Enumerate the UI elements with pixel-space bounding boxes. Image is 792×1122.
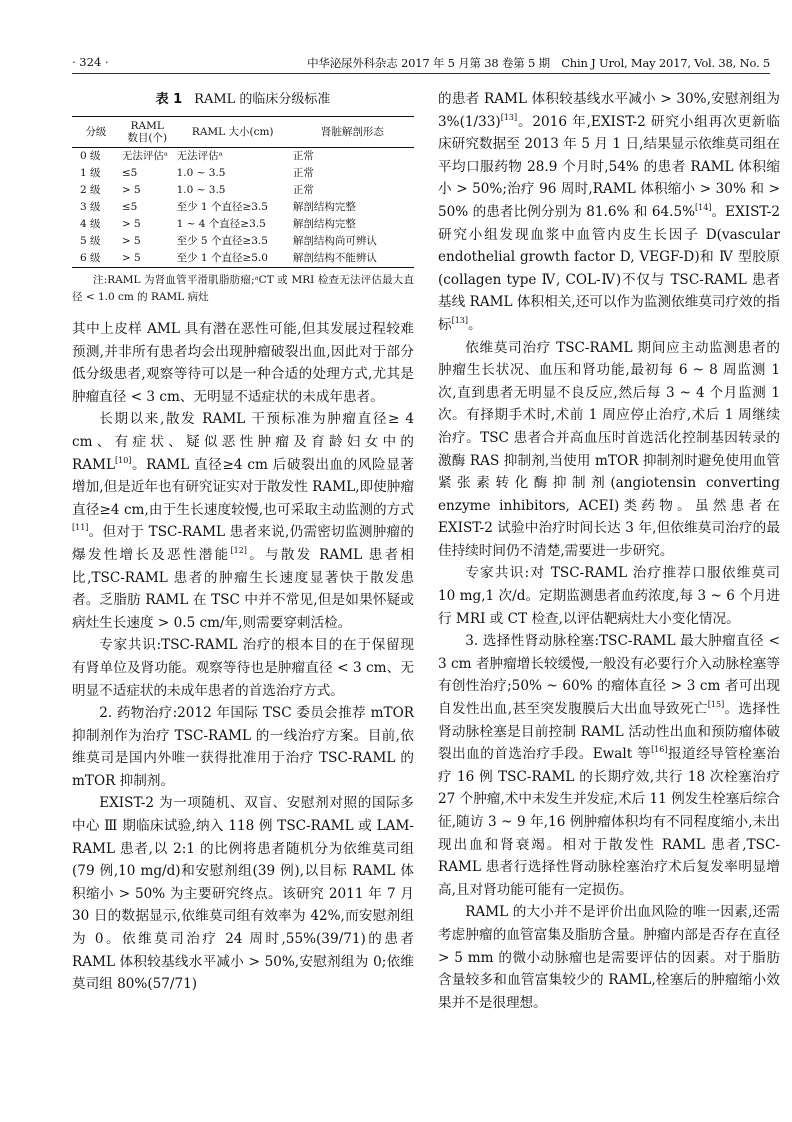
table-cell: 解剖结构尚可辨认 — [292, 235, 377, 247]
citation: [13] — [500, 112, 518, 122]
table-cell: 解剖结构不能辨认 — [292, 252, 377, 264]
table-cell: 至少 5 个直径≥3.5 — [176, 235, 268, 247]
table-cell: 无法评估ᵃ — [121, 150, 168, 162]
table-header-row — [72, 117, 414, 148]
table-caption — [72, 91, 414, 109]
paragraph: 2. 药物治疗:2012 年国际 TSC 委员会推荐 mTOR 抑制剂作为治疗 TSC-RAML 的一线治疗方案。目前,依维莫司是国内外唯一获得批准用于治疗 TSC-RAML 的 mTOR 抑制剂。 — [72, 705, 414, 789]
table-row — [72, 182, 414, 199]
table-cell: 1 ~ 4 个直径≥3.5 — [176, 218, 266, 230]
right-column — [438, 88, 780, 1014]
grading-table — [72, 116, 414, 268]
paragraph: 其中上皮样 AML 具有潜在恶性可能,但其发展过程较难预测,并非所有患者均会出现肿瘤破裂出血,因此对于部分低分级患者,观察等待可以是一种合适的处理方式,尤其是肿瘤直径 < 3 cm、无明显不适症状的未成年患者。 — [72, 321, 414, 405]
running-header — [72, 55, 770, 71]
table-cell: 无法评估ᵃ — [176, 150, 223, 162]
table-cell: 3 级 — [80, 201, 101, 213]
table-cell: ≤5 — [121, 167, 138, 179]
paragraph: RAML 的大小并不是评价出血风险的唯一因素,还需考虑肿瘤的血管富集及脂肪含量。肿瘤内部是否存在直径 > 5 mm 的微小动脉瘤也是需要评估的因素。对于脂肪含量较多和血管富集较少的 RAML,栓塞后的肿瘤缩小效果并不是很理想。 — [438, 904, 780, 1011]
citation: [15] — [707, 700, 725, 710]
table-row — [72, 148, 414, 166]
paragraph: 的患者 RAML 体积较基线水平减小 > 30%,安慰剂组为 3%(1/33)[13]。2016 年,EXIST-2 研究小组再次更新临床研究数据至 2013 年 5 月 1 日,结果显示依维莫司组在平均口服药物 28.9 个月时,54% 的患者 RAML 体积缩小 > 50%;治疗 96 周时,RAML 体积缩小 > 30% 和 > 50% 的患者比例分别为 81.6% 和 64.5%[14]。EXIST-2 研究小组发现血浆中血管内皮生长因子 D(vascular endothelial growth factor D, VEGF-D)和 Ⅳ 型胶原(collagen type Ⅳ, COL-Ⅳ)不仅与 TSC-RAML 患者基线 RAML 体积相关,还可以作为监测依维莫司疗效的指标[13]。 — [438, 91, 780, 333]
table-note: 注:RAML 为肾血管平滑肌脂肪瘤;ᵃCT 或 MRI 检查无法评估最大直径 < 1.0 cm 的 RAML 病灶 — [72, 274, 414, 303]
table-cell: 至少 1 个直径≥5.0 — [176, 252, 268, 264]
table-cell: 至少 1 个直径≥3.5 — [176, 201, 268, 213]
page-number: · 324 · — [72, 55, 109, 69]
table-cell: ≤5 — [121, 201, 138, 213]
table-cell: > 5 — [121, 218, 141, 230]
paragraph: EXIST-2 为一项随机、双盲、安慰剂对照的国际多中心 Ⅲ 期临床试验,纳入 118 例 TSC-RAML 或 LAM-RAML 患者,以 2:1 的比例将患者随机分为依维莫司组(79 例,10 mg/d)和安慰剂组(39 例),以目标 RAML 体积缩小 > 50% 为主要研究终点。该研究 2011 年 7 月 30 日的数据显示,依维莫司组有效率为 42%,而安慰剂组为 0。依维莫司治疗 24 周时,55%(39/71)的患者 RAML 体积较基线水平减小 > 50%,安慰剂组为 0;依维莫司组 80%(57/71) — [72, 795, 414, 993]
table-label: 表 1 — [155, 92, 183, 107]
table-cell: 解剖结构完整 — [292, 201, 356, 213]
header-anatomy: 肾脏解剖形态 — [320, 126, 384, 138]
header-rule — [72, 73, 770, 74]
table-cell: 1 级 — [80, 167, 101, 179]
table-cell: > 5 — [121, 235, 141, 247]
table-row — [72, 165, 414, 182]
table-row — [72, 216, 414, 233]
table-cell: 正常 — [292, 150, 314, 162]
header-grade: 分级 — [85, 126, 107, 138]
table-cell: 正常 — [292, 167, 314, 179]
citation: [12] — [230, 545, 247, 555]
paragraph: 专家共识:对 TSC-RAML 治疗推荐口服依维莫司 10 mg,1 次/d。定期监测患者血药浓度,每 3 ~ 6 个月进行 MRI 或 CT 检查,以评估靶病灶大小变化情况。 — [438, 565, 780, 627]
header-count: RAML 数目(个) — [127, 120, 168, 144]
table-cell: 解剖结构完整 — [292, 218, 356, 230]
citation: [13] — [451, 315, 469, 325]
table-cell: > 5 — [121, 184, 141, 196]
table-title: RAML 的临床分级标准 — [194, 92, 331, 107]
citation: [10] — [115, 455, 132, 465]
table-cell: 1.0 ~ 3.5 — [176, 184, 226, 196]
paragraph: 长期以来,散发 RAML 干预标准为肿瘤直径≥ 4 cm、有症状、疑似恶性肿瘤及育龄妇女中的 RAML[10]。RAML 直径≥4 cm 后破裂出血的风险显著增加,但是近年也有研究证实对于散发性 RAML,即使肿瘤直径≥4 cm,由于生长速度较慢,也可采取主动监测的方式[11]。但对于 TSC-RAML 患者来说,仍需密切监测肿瘤的爆发性增长及恶性潜能[12]。与散发 RAML 患者相比,TSC-RAML 患者的肿瘤生长速度显著快于散发患者。乏脂肪 RAML 在 TSC 中并不常见,但是如果怀疑或病灶生长速度 > 0.5 cm/年,则需要穿刺活检。 — [72, 411, 415, 631]
table-cell: 6 级 — [80, 252, 101, 264]
table-cell: 5 级 — [80, 235, 101, 247]
table-cell: 2 级 — [80, 184, 101, 196]
left-column — [72, 88, 414, 996]
header-size: RAML 大小(cm) — [191, 126, 274, 138]
table-row — [72, 233, 414, 250]
citation: [11] — [72, 523, 89, 533]
table-cell: 4 级 — [80, 218, 101, 230]
journal-info: 中华泌尿外科杂志 2017 年 5 月第 38 卷第 5 期 Chin J Urol, May 2017, Vol. 38, No. 5 — [307, 56, 770, 70]
paragraph: 专家共识:TSC-RAML 治疗的根本目的在于保留现有肾单位及肾功能。观察等待也是肿瘤直径 < 3 cm、无明显不适症状的未成年患者的首选治疗方式。 — [72, 637, 414, 699]
table-cell: 1.0 ~ 3.5 — [176, 167, 226, 179]
citation: [16] — [651, 745, 668, 755]
paragraph: 依维莫司治疗 TSC-RAML 期间应主动监测患者的肿瘤生长状况、血压和肾功能,最初每 6 ~ 8 周监测 1 次,直到患者无明显不良反应,然后每 3 ~ 4 个月监测 1 次。有择期手术时,术前 1 周应停止治疗,术后 1 周继续治疗。TSC 患者合并高血压时首选活化控制基因转录的激酶 RAS 抑制剂,当使用 mTOR 抑制剂时避免使用血管紧张素转化酶抑制剂(angiotensin converting enzyme inhibitors, ACEI)类药物。虽然患者在 EXIST-2 试验中治疗时间长达 3 年,但依维莫司治疗的最佳持续时间仍不清楚,需要进一步研究。 — [438, 339, 780, 559]
table-row — [72, 250, 414, 268]
paragraph: 3. 选择性肾动脉栓塞:TSC-RAML 最大肿瘤直径 < 3 cm 者肿瘤增长较缓慢,一般没有必要行介入动脉栓塞等有创性治疗;50% ~ 60% 的瘤体直径 > 3 cm 者可出现自发性出血,甚至突发腹膜后大出血导致死亡[15]。选择性肾动脉栓塞是目前控制 RAML 活动性出血和预防瘤体破裂出血的首选治疗手段。Ewalt 等[16]报道经导管栓塞治疗 16 例 TSC-RAML 的长期疗效,共行 18 次栓塞治疗 27 个肿瘤,术中未发生并发症,术后 11 例发生栓塞后综合征,随访 3 ~ 9 年,16 例肿瘤体积均有不同程度缩小,未出现出血和肾衰竭。相对于散发性 RAML 患者,TSC-RAML 患者行选择性肾动脉栓塞治疗术后复发率明显增高,且对肾功能可能有一定损伤。 — [438, 633, 781, 898]
table-cell: > 5 — [121, 252, 141, 264]
citation: [14] — [695, 202, 712, 212]
table-cell: 0 级 — [80, 150, 101, 162]
table-cell: 正常 — [292, 184, 314, 196]
table-row — [72, 199, 414, 216]
